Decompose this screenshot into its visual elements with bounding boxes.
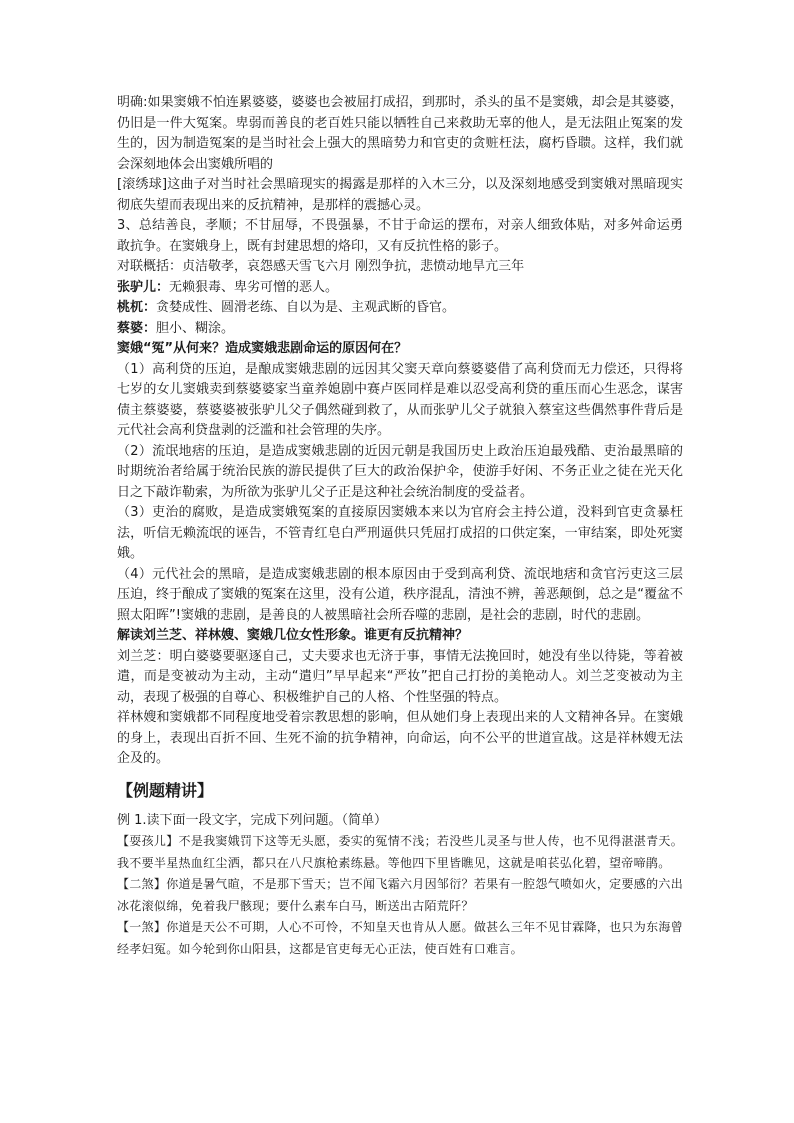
question-heading-cause: 窦娥“冤”从何来？造成窦娥悲剧命运的原因何在？	[117, 341, 408, 356]
character-desc: 胆小、糊涂。	[156, 320, 235, 336]
character-caipo	[117, 319, 683, 340]
paragraph-explanation: 明确:如果窦娥不怕连累婆婆，婆婆也会被屈打成招，到那时，杀头的虽不是窦娥，却会是其婆婆，仍旧是一件大冤案。卑弱而善良的老百姓只能以牺牲自己来救助无辜的他人，是无法阻止冤案的发生的，因为制造冤案的是当时社会上强大的黑暗势力和官吏的贪赃枉法，腐朽昏聩。这样，我们就会深刻地体会出窦娥所唱的	[117, 95, 683, 172]
cause-item: （1）高利贷的压迫，是酿成窦娥悲剧的远因其父窦天章向蔡婆婆借了高利贷而无力偿还，只得将七岁的女儿窦娥卖到蔡婆婆家当童养媳剧中赛卢医同样是难以忍受高利贷的重压而心生恶念，谋害债主蔡婆婆，蔡婆婆被张驴儿父子偶然碰到救了，从而张驴儿父子就狼入蔡室这些偶然事件背后是元代社会高利贷盘剥的泛滥和社会管理的失序。	[117, 361, 683, 438]
answer-liulanzhi: 刘兰芝：明白婆婆要驱逐自己，丈夫要求也无济于事，事情无法挽回时，她没有坐以待毙，等着被遣，而是变被动为主动，主动“遣归”早早起来“严妆”把自己打扮的美艳动人。刘兰芝变被动为主动，表现了极强的自尊心、积极维护自己的人格、个性坚强的特点。	[117, 648, 683, 705]
paragraph-couplet: 对联概括：贞洁敬孝，哀怨感天雪飞六月 刚烈争抗，悲愤动地旱亢三年	[117, 259, 525, 274]
cause-item: （3）吏治的腐败，是造成窦娥冤案的直接原因窦娥本来以为官府会主持公道，没料到官吏贪暴枉法，听信无赖流氓的诬告，不管青红皂白严刑逼供只凭屈打成招的口供定案，一审结案，即处死窦娥。	[117, 505, 683, 561]
character-name: 张驴儿：	[117, 279, 170, 295]
section-heading: 【例题精讲】	[117, 780, 214, 800]
character-name: 蔡婆：	[117, 320, 157, 336]
cause-item: （2）流氓地痞的压迫，是造成窦娥悲剧的近因元朝是我国历史上政治压迫最残酷、吏治最黑暗的时期统治者给属于统治民族的游民提供了巨大的政治保护伞，使游手好闲、不务正业之徒在光天化日之下敲诈勒索，为所欲为张驴儿父子正是这种社会统治制度的受益者。	[117, 443, 683, 500]
paragraph-gunxiuqiu: [滚绣球]这曲子对当时社会黑暗现实的揭露是那样的入木三分，以及深刻地感受到窦娥对黑暗现实彻底失望而表现出来的反抗精神，是那样的震撼心灵。	[117, 177, 683, 213]
document-page	[117, 93, 683, 960]
character-desc: 无赖狠毒、卑劣可憎的恶人。	[169, 279, 339, 295]
lyric-yisha: 【一煞】你道是天公不可期，人心不可怜，不知皇天也肯从人愿。做甚么三年不见甘霖降，也只为东海曾经孝妇冤。如今轮到你山阳县，这都是官吏每无心正法，使百姓有口难言。	[117, 920, 683, 956]
answer-xianglinsao: 祥林嫂和窦娥都不同程度地受着宗教思想的影响，但从她们身上表现出来的人文精神各异。在窦娥的身上，表现出百折不回、生死不渝的抗争精神，向命运，向不公平的世道宣战。这是祥林嫂无法企及的。	[117, 710, 683, 766]
lyric-ersha: 【二煞】你道是暑气暄，不是那下雪天；岂不闻飞霜六月因邹衍？若果有一腔怨气喷如火，定要感的六出冰花滚似绵，免着我尸骸现；要什么素车白马，断送出古陌荒阡？	[117, 877, 683, 913]
paragraph-summary: 3、总结善良，孝顺；不甘屈辱，不畏强暴，不甘于命运的摆布，对亲人细致体贴，对多舛命运勇敢抗争。在窦娥身上，既有封建思想的烙印，又有反抗性格的影子。	[117, 218, 683, 254]
cause-item: （4）元代社会的黑暗，是造成窦娥悲剧的根本原因由于受到高利贷、流氓地痞和贪官污吏这三层压迫，终于酿成了窦娥的冤案在这里，没有公道，秩序混乱，清浊不辨，善恶颠倒，总之是“覆盆不照太阳晖”!窦娥的悲剧，是善良的人被黑暗社会所吞噬的悲剧，是社会的悲剧，时代的悲剧。	[117, 566, 683, 623]
character-zhanglver	[117, 278, 683, 299]
character-name: 桃杌：	[117, 300, 157, 315]
example-title: 例 1.读下面一段文字，完成下列问题。（简单）	[117, 812, 388, 828]
character-taowu	[117, 298, 683, 319]
question-heading-women: 解读刘兰芝、祥林嫂、窦娥几位女性形象。谁更有反抗精神？	[117, 628, 469, 643]
character-desc: 贪婪成性、圆滑老练、自以为是、主观武断的昏官。	[156, 300, 456, 315]
lyric-shuahaier: 【耍孩儿】不是我窦娥罚下这等无头愿，委实的冤情不浅；若没些儿灵圣与世人传，也不见得湛湛青天。我不要半星热血红尘洒，都只在八尺旗枪素练悬。等他四下里皆瞧见，这就是咱苌弘化碧，望帝啼鹃。	[117, 834, 683, 870]
